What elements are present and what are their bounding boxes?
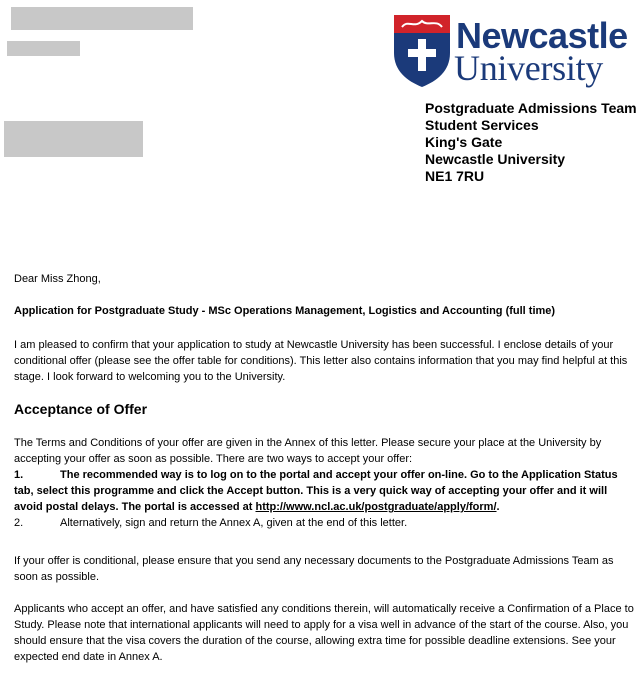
redacted-address-block (4, 121, 143, 157)
list-item (14, 467, 636, 515)
section-heading-acceptance: Acceptance of Offer (14, 401, 148, 417)
redacted-line-block (7, 41, 80, 56)
acceptance-options-list (14, 467, 636, 531)
address-line: Student Services (425, 117, 539, 133)
letter-subject: Application for Postgraduate Study - MSc Operations Management, Logistics and Accounting (full time) (14, 305, 556, 317)
visa-paragraph: Applicants who accept an offer, and have satisfied any conditions therein, will automatically receive a Confirmation of a Place to Study. Please note that international applicants will need to apply for a visa well in advance of the start of the course. Also, you should ensure that the visa covers the duration of the course, allowing extra time for possible deadline extensions. See your expected end date in Annex A. (14, 603, 634, 663)
conditional-offer-paragraph: If your offer is conditional, please ensure that you send any necessary documents to the Postgraduate Admissions Team as soon as possible. (14, 555, 614, 583)
logo-wordmark-university: University (454, 48, 603, 88)
shield-crest-icon (392, 13, 452, 89)
university-logo (392, 13, 628, 89)
list-item (14, 515, 636, 531)
logo-wordmark-newcastle: Newcastle (456, 15, 628, 56)
portal-link[interactable]: http://www.ncl.ac.uk/postgraduate/apply/form/ (255, 501, 497, 513)
intro-paragraph: I am pleased to confirm that your application to study at Newcastle University has been successful. I enclose details of your conditional offer (please see the offer table for conditions). This letter also contains information that you may find helpful at this stage. I look forward to welcoming you to the University. (14, 339, 628, 383)
address-line: NE1 7RU (425, 168, 485, 184)
list-item-number: 1. (14, 469, 24, 481)
acceptance-intro-paragraph: The Terms and Conditions of your offer are given in the Annex of this letter. Please secure your place at the University by accepting your offer as soon as possible. There are two ways to accept your offer: (14, 437, 602, 465)
list-item-text: Alternatively, sign and return the Annex A, given at the end of this letter. (60, 517, 408, 529)
option1-end: . (496, 501, 500, 513)
option1-text: The recommended way is to log on to the portal and accept your offer on-line. Go to the Application Status tab, select this programme and click the Accept button. This is a very quick way of accepting your offer and it will avoid postal delays. The portal is accessed at (14, 469, 618, 513)
address-line: King's Gate (425, 134, 503, 150)
redacted-name-block (11, 7, 193, 30)
sender-address (425, 100, 637, 185)
list-item-number: 2. (14, 517, 24, 529)
list-item-text (14, 467, 636, 515)
salutation: Dear Miss Zhong, (14, 273, 101, 285)
address-line: Newcastle University (425, 151, 566, 167)
address-line: Postgraduate Admissions Team (425, 100, 637, 116)
